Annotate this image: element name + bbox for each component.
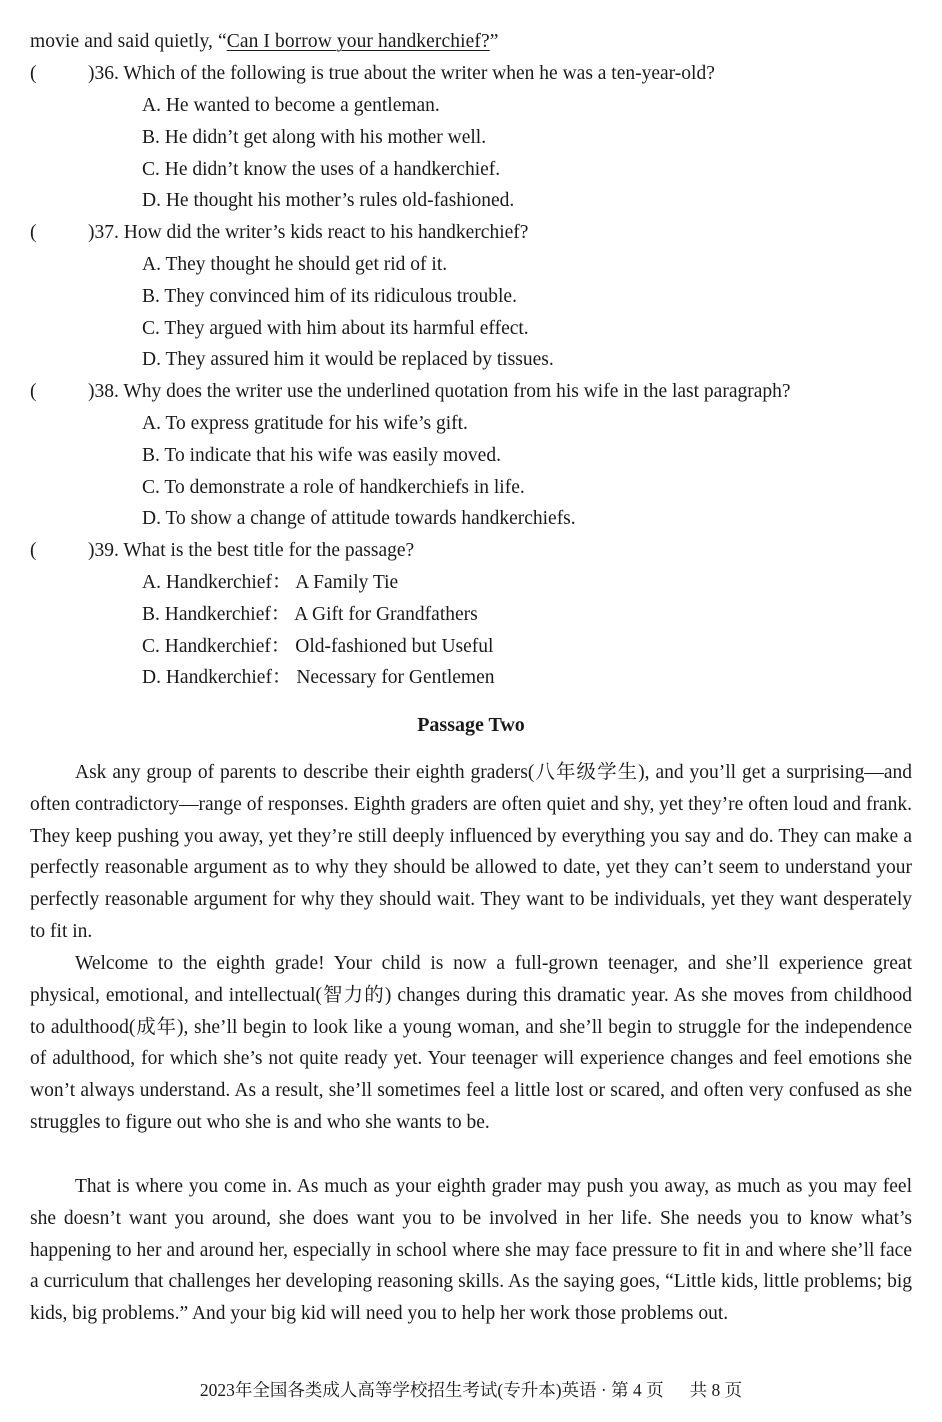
option-39-c: C. Handkerchief： Old-fashioned but Useful [142,636,494,657]
question-stem: What is the best title for the passage? [123,540,415,561]
option-38-c: C. To demonstrate a role of handkerchiefs in life. [142,477,525,498]
passage-two-paragraph-1: Ask any group of parents to describe their eighth graders(八年级学生), and you’ll get a surprising—and often contradictory—range of responses. Eighth graders are often quiet and shy, yet they’re often loud and frank. They keep pushing you away, yet they’re still deeply influenced by everything you say and do. They can make a perfectly reasonable argument as to why they should be allowed to date, yet they can’t seem to understand your perfectly reasonable argument for why they should wait. They want to be individuals, yet they want desperately to fit in. [30,762,912,942]
option-38-b: B. To indicate that his wife was easily moved. [142,445,501,466]
passage-two-paragraph-3: That is where you come in. As much as your eighth grader may push you away, as much as you may feel she doesn’t want you around, she does want you to be involved in her life. She needs you to know what’s happening to her and around her, especially in school where she may face pressure to fit in and where she’ll face a curriculum that challenges her developing reasoning skills. As the saying goes, “Little kids, little problems; big kids, big problems.” And your big kid will need you to help her work those problems out. [30,1176,912,1325]
question-stem: Why does the writer use the underlined quotation from his wife in the last paragraph? [123,381,791,402]
option-36-a: A. He wanted to become a gentleman. [142,95,440,116]
option-36-d: D. He thought his mother’s rules old-fashioned. [142,190,515,211]
option-37-b: B. They convinced him of its ridiculous trouble. [142,286,517,307]
question-36 [30,62,715,86]
passage-one-last-line [30,30,499,54]
question-number: )39. [88,540,119,561]
option-39-b: B. Handkerchief： A Gift for Grandfathers [142,604,478,625]
closing-quote: ” [489,31,499,52]
answer-blank-open[interactable]: ( [30,63,37,84]
question-number: )37. [88,222,119,243]
answer-blank-open[interactable]: ( [30,381,37,402]
option-39-d: D. Handkerchief： Necessary for Gentlemen [142,667,495,688]
option-38-d: D. To show a change of attitude towards handkerchiefs. [142,508,576,529]
question-stem: Which of the following is true about the writer when he was a ten-year-old? [123,63,715,84]
answer-blank-open[interactable]: ( [30,222,37,243]
option-39-a: A. Handkerchief： A Family Tie [142,572,399,593]
option-37-a: A. They thought he should get rid of it. [142,254,448,275]
option-36-c: C. He didn’t know the uses of a handkerchief. [142,159,501,180]
question-number: )38. [88,381,119,402]
underlined-quotation: Can I borrow your handkerchief? [226,31,490,52]
exam-info: 2023年全国各类成人高等学校招生考试(专升本)英语 · 第 4 页 [199,1380,664,1400]
option-38-a: A. To express gratitude for his wife’s gift. [142,413,468,434]
option-37-d: D. They assured him it would be replaced by tissues. [142,349,554,370]
answer-blank-open[interactable]: ( [30,540,37,561]
page-footer [0,1378,942,1402]
continuation-text: movie and said quietly, “ [30,31,227,52]
question-39 [30,539,414,563]
passage-two-paragraph-2: Welcome to the eighth grade! Your child is now a full-grown teenager, and she’ll experience great physical, emotional, and intellectual(智力的) changes during this dramatic year. As she moves from childhood to adulthood(成年), she’ll begin to look like a young woman, and she’ll begin to struggle for the independence of adulthood, for which she’s not quite ready yet. Your teenager will experience changes and feel emotions she won’t always understand. As a result, she’ll sometimes feel a little lost or scared, and often very confused as she struggles to figure out who she is and who she wants to be. [30,953,912,1133]
question-number: )36. [88,63,119,84]
total-pages: 共 8 页 [689,1380,743,1400]
option-36-b: B. He didn’t get along with his mother well. [142,127,487,148]
question-38 [30,380,791,404]
passage-two-title: Passage Two [417,714,525,736]
question-37 [30,221,528,245]
option-37-c: C. They argued with him about its harmful effect. [142,318,529,339]
question-stem: How did the writer’s kids react to his handkerchief? [123,222,529,243]
